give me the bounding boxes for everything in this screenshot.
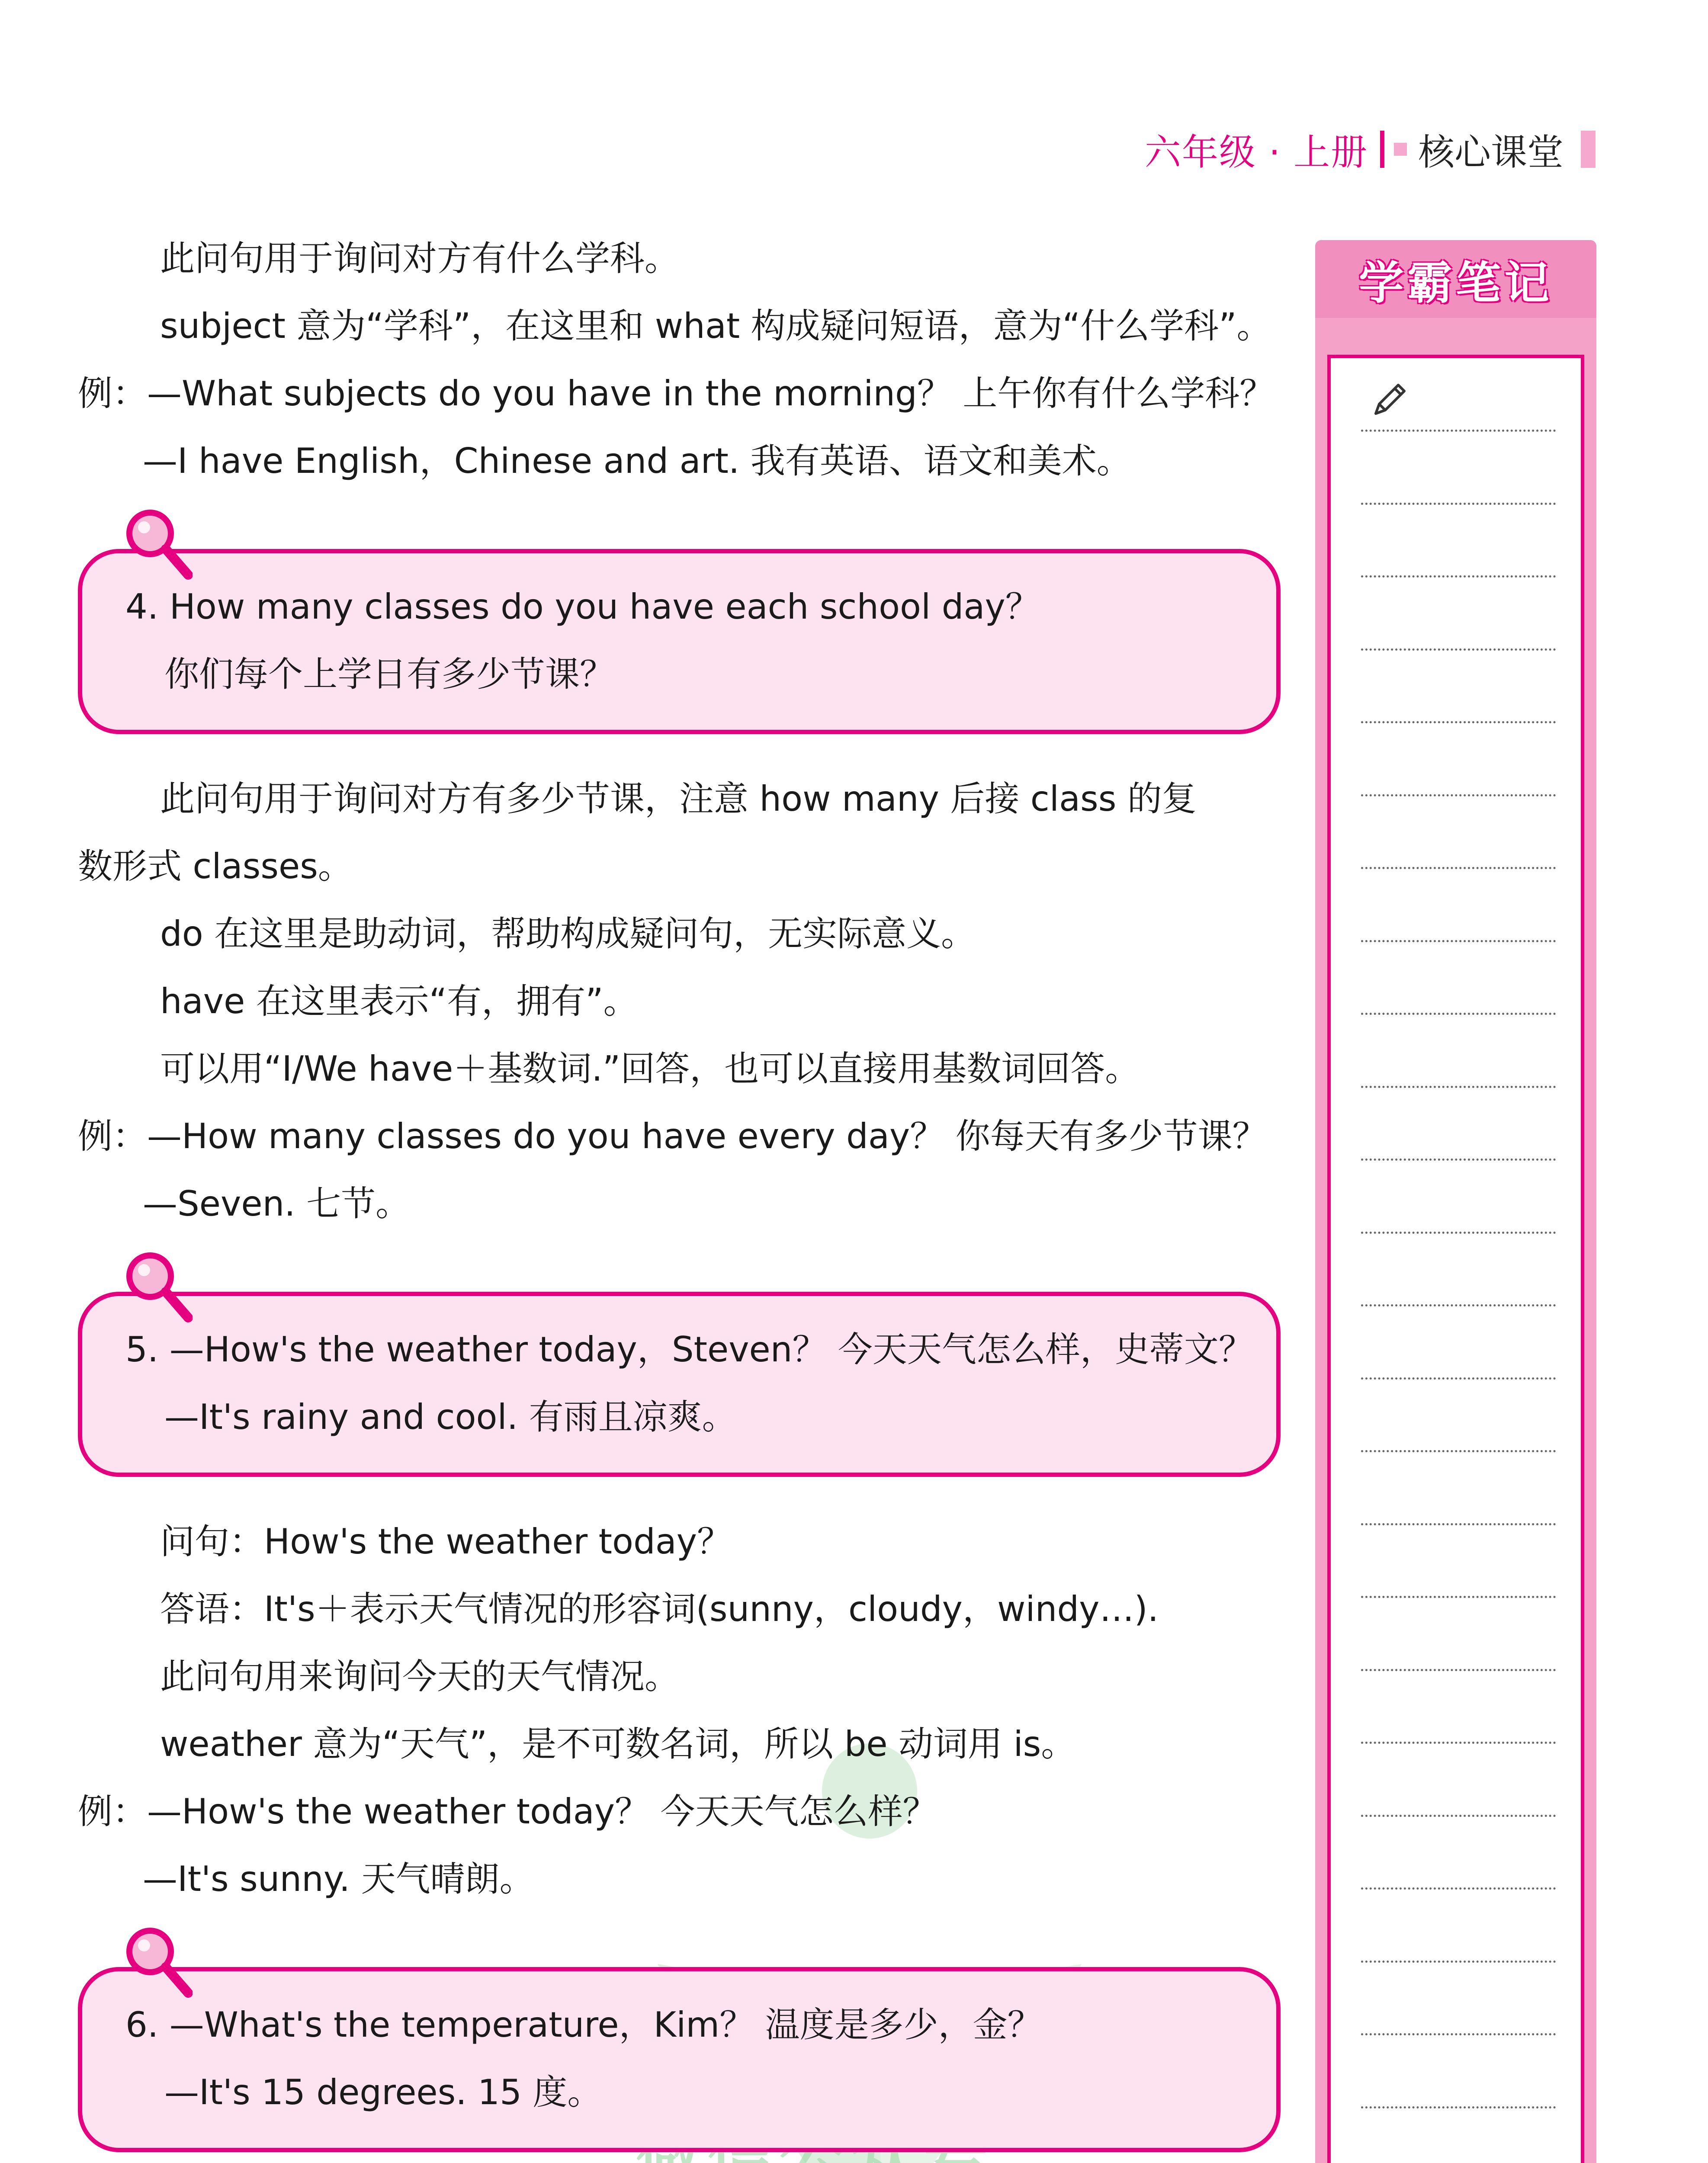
sec5-example-answer: —It's sunny. 天气晴朗。 — [143, 1859, 534, 1899]
q4-sentence: 4. How many classes do you have each school day？ — [125, 587, 1040, 627]
notes-rule-line — [1361, 867, 1556, 869]
sec5-ask: 问句：How's the weather today？ — [160, 1521, 732, 1562]
q5-question: 5. —How's the weather today，Steven？ 今天天气怎么样，史蒂文？ — [125, 1329, 1253, 1370]
notes-rule-line — [1361, 430, 1556, 432]
notes-rule-line — [1361, 1596, 1556, 1598]
sec3-subject-note: subject 意为“学科”，在这里和 what 构成疑问短语，意为“什么学科”。 — [160, 306, 1271, 346]
q6-answer: —It's 15 degrees. 15 度。 — [164, 2072, 602, 2112]
magnifier-icon — [123, 507, 193, 580]
notes-rule-line — [1361, 1961, 1556, 1963]
sec5-weather-note: weather 意为“天气”，是不可数名词，所以 be 动词用 is。 — [160, 1724, 1076, 1764]
q6-question: 6. —What's the temperature，Kim？ 温度是多少，金？ — [125, 2005, 1042, 2045]
header-divider — [1380, 131, 1384, 168]
page-header — [1145, 125, 1596, 173]
notes-rule-line — [1361, 648, 1556, 651]
sec3-usage: 此问句用于询问对方有什么学科。 — [160, 238, 679, 279]
question-box-4 — [78, 549, 1281, 734]
sec5-answer-pattern: 答语：It's＋表示天气情况的形容词(sunny，cloudy，windy…). — [160, 1589, 1159, 1629]
header-bar-icon — [1581, 131, 1596, 168]
sec4-usage-2: 数形式 classes。 — [78, 846, 353, 886]
sec4-answer-note: 可以用“I/We have＋基数词.”回答，也可以直接用基数词回答。 — [160, 1049, 1140, 1089]
notes-rule-line — [1361, 1450, 1556, 1452]
grade-label: 六年级 · 上册 — [1144, 131, 1368, 173]
question-box-5 — [78, 1292, 1281, 1477]
notes-title: 学霸笔记 — [1315, 240, 1596, 318]
sec3-example-question: 例：—What subjects do you have in the morning？ 上午你有什么学科？ — [78, 373, 1275, 414]
notes-rule-line — [1361, 1887, 1556, 1890]
notes-rule-line — [1361, 1013, 1556, 1015]
notes-rule-line — [1361, 503, 1556, 505]
sec3-example-answer: —I have English，Chinese and art. 我有英语、语文和美术。 — [143, 441, 1131, 481]
notes-rule-line — [1361, 1232, 1556, 1234]
notes-rule-line — [1361, 1304, 1556, 1306]
magnifier-icon — [123, 1249, 193, 1323]
sec4-example-answer: —Seven. 七节。 — [143, 1184, 411, 1224]
notes-rule-line — [1361, 721, 1556, 723]
sec4-usage-1: 此问句用于询问对方有多少节课，注意 how many 后接 class 的复 — [160, 779, 1197, 819]
sec5-example-question: 例：—How's the weather today？ 今天天气怎么样？ — [78, 1791, 937, 1832]
sec4-do-note: do 在这里是助动词，帮助构成疑问句，无实际意义。 — [160, 914, 976, 954]
notes-rule-line — [1361, 1815, 1556, 1817]
notes-rule-line — [1361, 940, 1556, 942]
notes-rule-line — [1361, 794, 1556, 796]
main-content — [78, 225, 1302, 2163]
notes-rule-line — [1361, 1086, 1556, 1088]
sec4-have-note: have 在这里表示“有，拥有”。 — [160, 981, 638, 1021]
notes-rule-line — [1361, 1159, 1556, 1161]
sec5-usage: 此问句用来询问今天的天气情况。 — [160, 1656, 679, 1697]
notes-rule-line — [1361, 1742, 1556, 1744]
q5-answer: —It's rainy and cool. 有雨且凉爽。 — [164, 1397, 737, 1437]
pencil-icon — [1370, 380, 1409, 420]
notes-rule-line — [1361, 1523, 1556, 1525]
notes-paper — [1327, 355, 1584, 2163]
magnifier-icon — [123, 1925, 193, 1998]
notes-rule-line — [1361, 2106, 1556, 2108]
section-label: 核心课堂 — [1418, 131, 1564, 173]
question-box-6 — [78, 1967, 1281, 2152]
notes-panel — [1315, 240, 1596, 2163]
notes-rule-line — [1361, 1669, 1556, 1671]
notes-rule-line — [1361, 1377, 1556, 1380]
notes-rule-line — [1361, 575, 1556, 578]
sec4-example-question: 例：—How many classes do you have every day？ 你每天有多少节课？ — [78, 1116, 1267, 1156]
notes-rule-line — [1361, 2033, 1556, 2035]
header-square-icon — [1394, 143, 1407, 156]
q4-translation: 你们每个上学日有多少节课？ — [164, 654, 614, 694]
